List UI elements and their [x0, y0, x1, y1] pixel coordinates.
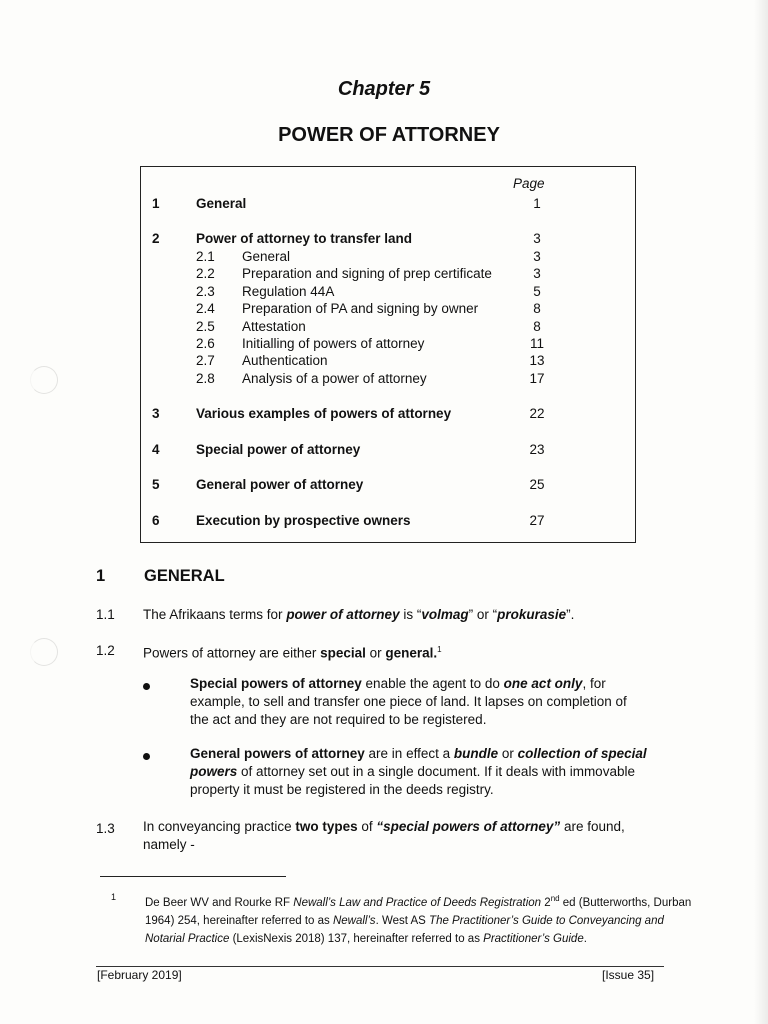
emphasis: volmag: [421, 607, 469, 622]
text: 2: [541, 896, 551, 909]
toc-subnumber: 2.6: [196, 336, 215, 351]
punch-hole-bottom: [30, 638, 58, 666]
paragraph-number: 1.3: [96, 821, 115, 836]
text: The Afrikaans terms for: [143, 607, 287, 622]
text: are found, namely -: [143, 819, 625, 852]
toc-subnumber: 2.3: [196, 284, 215, 299]
emphasis: General powers of attorney: [190, 746, 365, 761]
emphasis: prokurasie: [497, 607, 567, 622]
bullet-icon: [143, 753, 150, 760]
text: . West AS: [375, 914, 430, 927]
text: ” or “: [468, 607, 498, 622]
superscript: nd: [550, 894, 560, 903]
text: ed (Butterworths, Durban 1964) 254, hereinafter referred to as: [145, 896, 692, 927]
paragraph-1-2: [143, 641, 683, 663]
toc-page: 3: [533, 249, 541, 264]
citation: Newall’s Law and Practice of Deeds Registration: [293, 896, 542, 909]
text: is “: [399, 607, 422, 622]
toc-subtitle: Initialling of powers of attorney: [242, 336, 425, 351]
toc-number: 3: [152, 406, 160, 421]
toc-title: Execution by prospective owners: [196, 513, 411, 528]
text: .: [583, 932, 587, 945]
toc-page: 11: [529, 336, 544, 351]
footer-date: [February 2019]: [97, 968, 182, 982]
toc-subnumber: 2.8: [196, 371, 215, 386]
toc-title: Power of attorney to transfer land: [196, 231, 413, 246]
emphasis: collection of special powers: [190, 746, 647, 779]
footnote-mark: 1: [111, 892, 117, 902]
chapter-heading: Chapter 5: [337, 78, 431, 100]
emphasis: general.: [385, 645, 438, 661]
section-number: 1: [96, 567, 106, 585]
emphasis: special: [320, 645, 366, 661]
toc-subnumber: 2.2: [196, 266, 215, 281]
toc-subtitle: Authentication: [242, 353, 328, 368]
toc-title: Special power of attorney: [196, 442, 361, 457]
bullet-icon: [143, 683, 150, 690]
footnote-ref[interactable]: 1: [437, 645, 442, 654]
text: ”.: [566, 607, 575, 622]
citation: The Practitioner’s Guide to Conveyancing and Notarial Practice: [145, 914, 664, 945]
text: or: [498, 746, 518, 761]
text: of: [357, 819, 377, 834]
toc-page: 17: [529, 371, 545, 386]
toc-number: 1: [152, 196, 160, 211]
toc-subnumber: 2.7: [196, 353, 215, 368]
toc-number: 4: [152, 442, 160, 457]
toc-subtitle: Attestation: [242, 319, 306, 334]
toc-page: 3: [533, 266, 541, 281]
footer-issue: [Issue 35]: [602, 968, 655, 982]
toc-subtitle: Regulation 44A: [242, 284, 335, 299]
toc-number: 5: [152, 477, 160, 492]
toc-title: General: [196, 196, 247, 211]
toc-page: 23: [529, 442, 545, 457]
toc-subnumber: 2.1: [196, 249, 215, 264]
toc-subtitle: Preparation and signing of prep certificate: [242, 266, 492, 281]
emphasis: power of attorney: [286, 607, 400, 622]
toc-page: 13: [529, 353, 545, 368]
text: or: [365, 645, 386, 661]
toc-page-label: Page: [513, 176, 545, 191]
emphasis: bundle: [453, 746, 499, 761]
emphasis: “special powers of attorney”: [376, 819, 561, 834]
text: enable the agent to do: [361, 676, 504, 691]
toc-subnumber: 2.4: [196, 301, 215, 316]
toc-page: 1: [533, 196, 541, 211]
toc-page: 25: [529, 477, 545, 492]
toc-title: Various examples of powers of attorney: [196, 406, 452, 421]
text: , for example, to sell and transfer one piece of land. It lapses on completion of the act and they are not required to be registered.: [190, 676, 627, 727]
footnote-text: [145, 890, 695, 948]
toc-page: 27: [529, 513, 545, 528]
paragraph-1-3: [143, 818, 663, 854]
emphasis: Special powers of attorney: [190, 676, 362, 691]
footnote-separator: [100, 876, 286, 877]
paragraph-number: 1.1: [96, 607, 115, 622]
text: (LexisNexis 2018) 137, hereinafter referred to as: [229, 932, 484, 945]
section-heading: GENERAL: [144, 567, 225, 585]
chapter-title: POWER OF ATTORNEY: [278, 124, 500, 146]
toc-page: 8: [533, 319, 541, 334]
citation: Newall’s: [332, 914, 376, 927]
toc-subnumber: 2.5: [196, 319, 215, 334]
text: In conveyancing practice: [143, 819, 296, 834]
text: Powers of attorney are either: [143, 645, 321, 661]
footer-rule: [96, 966, 664, 967]
emphasis: two types: [295, 819, 358, 834]
citation: Practitioner’s Guide: [483, 932, 584, 945]
text: De Beer WV and Rourke RF: [145, 896, 294, 909]
emphasis: one act only: [503, 676, 583, 691]
toc-subtitle: Preparation of PA and signing by owner: [242, 301, 479, 316]
toc-subtitle: Analysis of a power of attorney: [242, 371, 427, 386]
text: are in effect a: [364, 746, 454, 761]
toc-number: 2: [152, 231, 160, 246]
page-edge-shadow: [754, 0, 768, 1024]
toc-title: General power of attorney: [196, 477, 364, 492]
paragraph-1-1: [143, 606, 683, 624]
toc-number: 6: [152, 513, 160, 528]
bullet-general-powers: [190, 745, 664, 799]
toc-page: 3: [533, 231, 541, 246]
toc-page: 8: [533, 301, 541, 316]
bullet-special-powers: [190, 675, 646, 729]
text: of attorney set out in a single document. If it deals with immovable property it must be registered in the deeds registry.: [190, 764, 635, 797]
punch-hole-top: [30, 366, 58, 394]
toc-page: 22: [529, 406, 545, 421]
toc-subtitle: General: [242, 249, 291, 264]
toc-page: 5: [533, 284, 541, 299]
paragraph-number: 1.2: [96, 643, 115, 658]
